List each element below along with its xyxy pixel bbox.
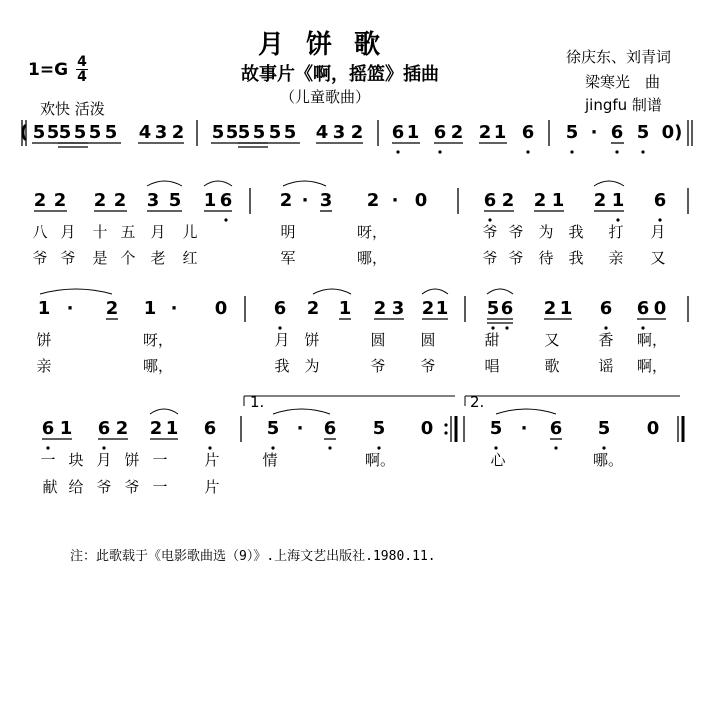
note: 4: [315, 122, 329, 143]
note: 5: [104, 122, 118, 143]
note: 1: [338, 298, 352, 319]
low-octave-dot: [602, 446, 605, 449]
lyric-verse2: 个: [120, 249, 136, 267]
lyric-verse1: 心: [490, 451, 506, 469]
note: 2: [533, 190, 547, 211]
lyric-verse1: 五: [120, 223, 136, 241]
note: 5: [486, 298, 500, 319]
note: 6: [549, 418, 563, 439]
footnote: 注：此歌载于《电影歌曲选（9）》.上海文艺出版社.1980.11.: [70, 549, 436, 564]
lyric-verse1: 爷: [508, 223, 524, 241]
time-bottom: 4: [77, 69, 87, 85]
note: 5: [266, 418, 280, 439]
note: ·: [66, 298, 74, 319]
lyric-verse2: 我: [274, 357, 290, 375]
note: 0: [653, 298, 667, 319]
note: ·: [170, 298, 178, 319]
low-octave-dot: [491, 326, 494, 329]
low-octave-dot: [615, 150, 618, 153]
note: 6: [41, 418, 55, 439]
arranger-credit: jingfu 制谱: [585, 96, 662, 114]
lyric-verse1: 月: [150, 223, 166, 241]
note: 2: [450, 122, 464, 143]
lyric-verse1: 月: [96, 451, 112, 469]
lyric-verse2: 哪，: [142, 357, 174, 375]
note: 5: [88, 122, 102, 143]
lyric-verse1: 月: [650, 223, 666, 241]
note: 2: [105, 298, 119, 319]
volta-1-label: 1.: [250, 393, 265, 411]
note: 0: [420, 418, 434, 439]
lyric-verse2: 爷: [124, 478, 140, 496]
low-octave-dot: [616, 218, 619, 221]
lyric-verse2: 爷: [420, 357, 436, 375]
note: ·: [301, 190, 309, 211]
note: 2: [373, 298, 387, 319]
note: 5: [237, 122, 251, 143]
lyric-verse2: 献: [42, 478, 58, 496]
note: 5: [636, 122, 650, 143]
note: 1: [435, 298, 449, 319]
repeat-dot: [444, 423, 447, 426]
lyric-verse2: 亲: [36, 357, 52, 375]
lyric-verse1: 哪。: [592, 451, 624, 469]
low-octave-dot: [46, 446, 49, 449]
note: 2: [113, 190, 127, 211]
note: 5: [73, 122, 87, 143]
lyric-verse1: 月: [274, 331, 290, 349]
note: 0: [646, 418, 660, 439]
low-octave-dot: [438, 150, 441, 153]
lyric-verse1: 饼: [124, 451, 140, 469]
note: 6: [483, 190, 497, 211]
note: 5: [489, 418, 503, 439]
note: 0: [414, 190, 428, 211]
slur: [496, 409, 556, 414]
lyric-verse1: 饼: [36, 331, 52, 349]
lyric-verse2: 亲: [608, 249, 624, 267]
lyric-verse2: 爷: [32, 249, 48, 267]
note: 2: [279, 190, 293, 211]
note: 5: [168, 190, 182, 211]
note: 6: [500, 298, 514, 319]
note: 1: [165, 418, 179, 439]
low-octave-dot: [208, 446, 211, 449]
lyric-verse1: 儿: [182, 223, 198, 241]
note: 5: [32, 122, 46, 143]
lyric-verse1: 爷: [482, 223, 498, 241]
note: 2: [33, 190, 47, 211]
volta-2-label: 2.: [470, 393, 485, 411]
note: 1: [551, 190, 565, 211]
low-octave-dot: [328, 446, 331, 449]
slur: [283, 181, 326, 186]
low-octave-dot: [554, 446, 557, 449]
slur: [273, 409, 330, 414]
note: 2: [149, 418, 163, 439]
lyric-verse1: 香: [598, 331, 614, 349]
lyric-verse2: 是: [92, 249, 108, 267]
note: 6: [599, 298, 613, 319]
time-top: 4: [77, 54, 87, 70]
low-octave-dot: [494, 446, 497, 449]
lyric-verse2: 哪，: [356, 249, 388, 267]
slur: [147, 181, 182, 186]
subtitle: 故事片《啊，摇篮》插曲: [241, 64, 439, 85]
low-octave-dot: [224, 218, 227, 221]
low-octave-dot: [377, 446, 380, 449]
note: 2: [501, 190, 515, 211]
note: 1: [203, 190, 217, 211]
low-octave-dot: [102, 446, 105, 449]
note: 1: [406, 122, 420, 143]
note: 6: [636, 298, 650, 319]
note: 1: [37, 298, 51, 319]
slur: [594, 181, 624, 186]
lyric-verse2: 军: [280, 249, 296, 267]
low-octave-dot: [526, 150, 529, 153]
lyric-verse2: 谣: [598, 357, 614, 375]
slur: [40, 289, 112, 294]
repeat-dot: [444, 431, 447, 434]
slur: [422, 289, 448, 294]
slur: [487, 289, 513, 294]
lyric-verse2: 爷: [370, 357, 386, 375]
note: 2: [421, 298, 435, 319]
lyric-verse1: 明: [280, 223, 296, 241]
note: 2: [53, 190, 67, 211]
note: 5: [565, 122, 579, 143]
lyric-verse2: 我: [568, 249, 584, 267]
lyric-verse1: 块: [68, 451, 84, 469]
low-octave-dot: [570, 150, 573, 153]
low-octave-dot: [505, 326, 508, 329]
note: 0): [661, 122, 683, 143]
low-octave-dot: [488, 218, 491, 221]
note: 6: [653, 190, 667, 211]
lyric-verse1: 八: [32, 223, 48, 241]
lyric-verse2: 啊，: [636, 357, 668, 375]
tempo-marking: 欢快 活泼: [40, 100, 105, 118]
note: 2: [350, 122, 364, 143]
lyric-verse2: 爷: [96, 478, 112, 496]
lyric-verse1: 甜: [484, 331, 500, 349]
note: 2: [478, 122, 492, 143]
composer-credit: 梁寒光 曲: [585, 73, 661, 91]
note: 6: [433, 122, 447, 143]
note: 6: [219, 190, 233, 211]
note: 5: [597, 418, 611, 439]
lyric-verse2: 红: [182, 249, 198, 267]
slur: [313, 289, 351, 294]
note: 5: [58, 122, 72, 143]
low-octave-dot: [658, 218, 661, 221]
lyric-verse2: 歌: [544, 357, 560, 375]
note: 2: [593, 190, 607, 211]
note: 6: [610, 122, 624, 143]
lyric-verse2: 一: [152, 478, 168, 496]
lyricist-credit: 徐庆东、刘青词: [566, 48, 672, 66]
low-octave-dot: [271, 446, 274, 449]
lyric-verse2: 又: [650, 249, 666, 267]
low-octave-dot: [641, 150, 644, 153]
note: 6: [521, 122, 535, 143]
note: 1: [59, 418, 73, 439]
note: 6: [391, 122, 405, 143]
note: 5: [225, 122, 239, 143]
note: 5: [252, 122, 266, 143]
lyric-verse2: 给: [68, 478, 84, 496]
note: 5: [268, 122, 282, 143]
note: ·: [296, 418, 304, 439]
note: 2: [115, 418, 129, 439]
note: 5: [283, 122, 297, 143]
lyric-verse1: 一: [40, 451, 56, 469]
lyric-verse2: 为: [304, 357, 320, 375]
low-octave-dot: [641, 326, 644, 329]
lyric-verse1: 打: [608, 223, 624, 241]
lyric-verse1: 我: [568, 223, 584, 241]
note: 5: [46, 122, 60, 143]
low-octave-dot: [396, 150, 399, 153]
lyric-verse1: 圆: [370, 331, 386, 349]
note: 0: [214, 298, 228, 319]
lyric-verse1: 一: [152, 451, 168, 469]
lyric-verse1: 饼: [304, 331, 320, 349]
lyric-verse1: 为: [538, 223, 554, 241]
lyric-verse1: 啊，: [636, 331, 668, 349]
note: ·: [391, 190, 399, 211]
lyric-verse1: 呀，: [356, 223, 388, 241]
paren: (: [19, 122, 29, 143]
lyric-verse2: 唱: [484, 357, 500, 375]
note: 3: [146, 190, 160, 211]
lyric-verse1: 又: [544, 331, 560, 349]
page-title: 月饼歌: [257, 30, 402, 60]
note: 6: [97, 418, 111, 439]
lyric-verse2: 爷: [482, 249, 498, 267]
note: 3: [332, 122, 346, 143]
lyric-verse2: 片: [204, 478, 220, 496]
note: 3: [319, 190, 333, 211]
slur: [150, 409, 178, 414]
lyric-verse1: 圆: [420, 331, 436, 349]
note: 2: [171, 122, 185, 143]
note: 5: [211, 122, 225, 143]
lyric-verse1: 呀，: [142, 331, 174, 349]
lyric-verse1: 十: [92, 223, 108, 241]
note: 1: [493, 122, 507, 143]
note: 6: [273, 298, 287, 319]
note: 6: [323, 418, 337, 439]
lyric-verse1: 月: [60, 223, 76, 241]
note: 4: [138, 122, 152, 143]
lyric-verse2: 爷: [508, 249, 524, 267]
note: 6: [203, 418, 217, 439]
note: 2: [366, 190, 380, 211]
lyric-verse2: 待: [538, 249, 554, 267]
note: ·: [590, 122, 598, 143]
note: 5: [372, 418, 386, 439]
genre-label: （儿童歌曲）: [279, 88, 370, 106]
note: 3: [391, 298, 405, 319]
note: ·: [520, 418, 528, 439]
key-signature: 1=G: [28, 60, 69, 80]
note: 3: [154, 122, 168, 143]
note: 2: [543, 298, 557, 319]
note: 2: [93, 190, 107, 211]
note: 1: [611, 190, 625, 211]
note: 1: [559, 298, 573, 319]
note: 1: [143, 298, 157, 319]
slur: [204, 181, 232, 186]
low-octave-dot: [604, 326, 607, 329]
low-octave-dot: [278, 326, 281, 329]
lyric-verse1: 啊。: [364, 451, 396, 469]
lyric-verse1: 片: [204, 451, 220, 469]
note: 2: [306, 298, 320, 319]
lyric-verse2: 老: [150, 249, 166, 267]
lyric-verse1: 情: [262, 451, 278, 469]
lyric-verse2: 爷: [60, 249, 76, 267]
